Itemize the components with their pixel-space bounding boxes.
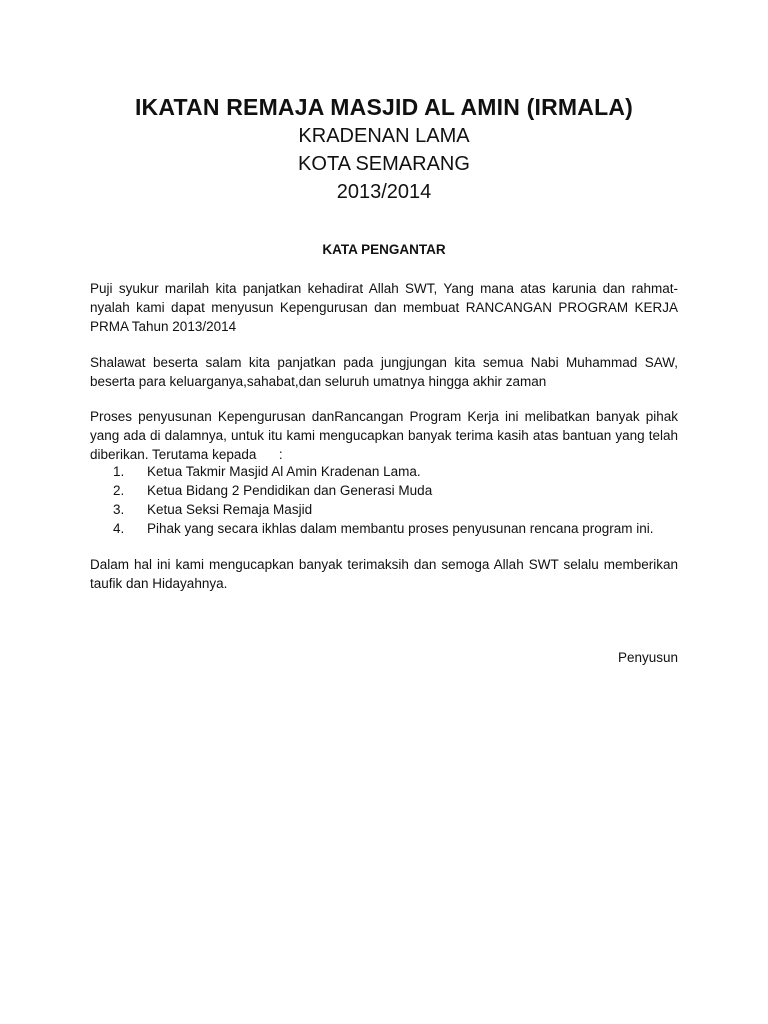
section-title: KATA PENGANTAR <box>322 242 446 257</box>
header-city: KOTA SEMARANG <box>298 153 470 175</box>
list-item <box>90 519 678 538</box>
header-location: KRADENAN LAMA <box>298 125 470 147</box>
list-item-text: Ketua Takmir Masjid Al Amin Kradenan Lama. <box>147 464 421 479</box>
acknowledgement-list <box>90 462 678 538</box>
list-item-text: Ketua Seksi Remaja Masjid <box>147 502 313 517</box>
list-item-number: 3. <box>113 502 125 517</box>
list-item <box>90 462 678 481</box>
list-item <box>90 481 678 500</box>
list-item <box>90 500 678 519</box>
list-item-number: 1. <box>113 464 125 479</box>
list-item-text: Pihak yang secara ikhlas dalam membantu proses penyusunan rencana program ini. <box>147 521 654 536</box>
list-item-text: Ketua Bidang 2 Pendidikan dan Generasi Muda <box>147 483 433 498</box>
list-item-number: 4. <box>113 521 125 536</box>
list-item-number: 2. <box>113 483 125 498</box>
organization-title: IKATAN REMAJA MASJID AL AMIN (IRMALA) <box>134 94 634 120</box>
paragraph-opening: Puji syukur marilah kita panjatkan kehadirat Allah SWT, Yang mana atas karunia dan rahmat-nyalah kami dapat menyusun Kepengurusan dan membuat RANCANGAN PROGRAM KERJA PRMA Tahun 2013/2014 <box>90 281 678 334</box>
paragraph-closing: Dalam hal ini kami mengucapkan banyak terimaksih dan semoga Allah SWT selalu memberikan taufik dan Hidayahnya. <box>90 557 678 591</box>
document-header <box>0 92 768 206</box>
header-year: 2013/2014 <box>336 181 432 203</box>
signature-label: Penyusun <box>617 650 678 665</box>
paragraph-acknowledgement: Proses penyusunan Kepengurusan danRancangan Program Kerja ini melibatkan banyak pihak yang ada di dalamnya, untuk itu kami mengucapkan banyak terima kasih atas bantuan yang telah diberikan. Terutama kepada : <box>90 409 682 462</box>
paragraph-shalawat: Shalawat beserta salam kita panjatkan pada jungjungan kita semua Nabi Muhammad SAW, beserta para keluarganya,sahabat,dan seluruh umatnya hingga akhir zaman <box>90 355 678 389</box>
